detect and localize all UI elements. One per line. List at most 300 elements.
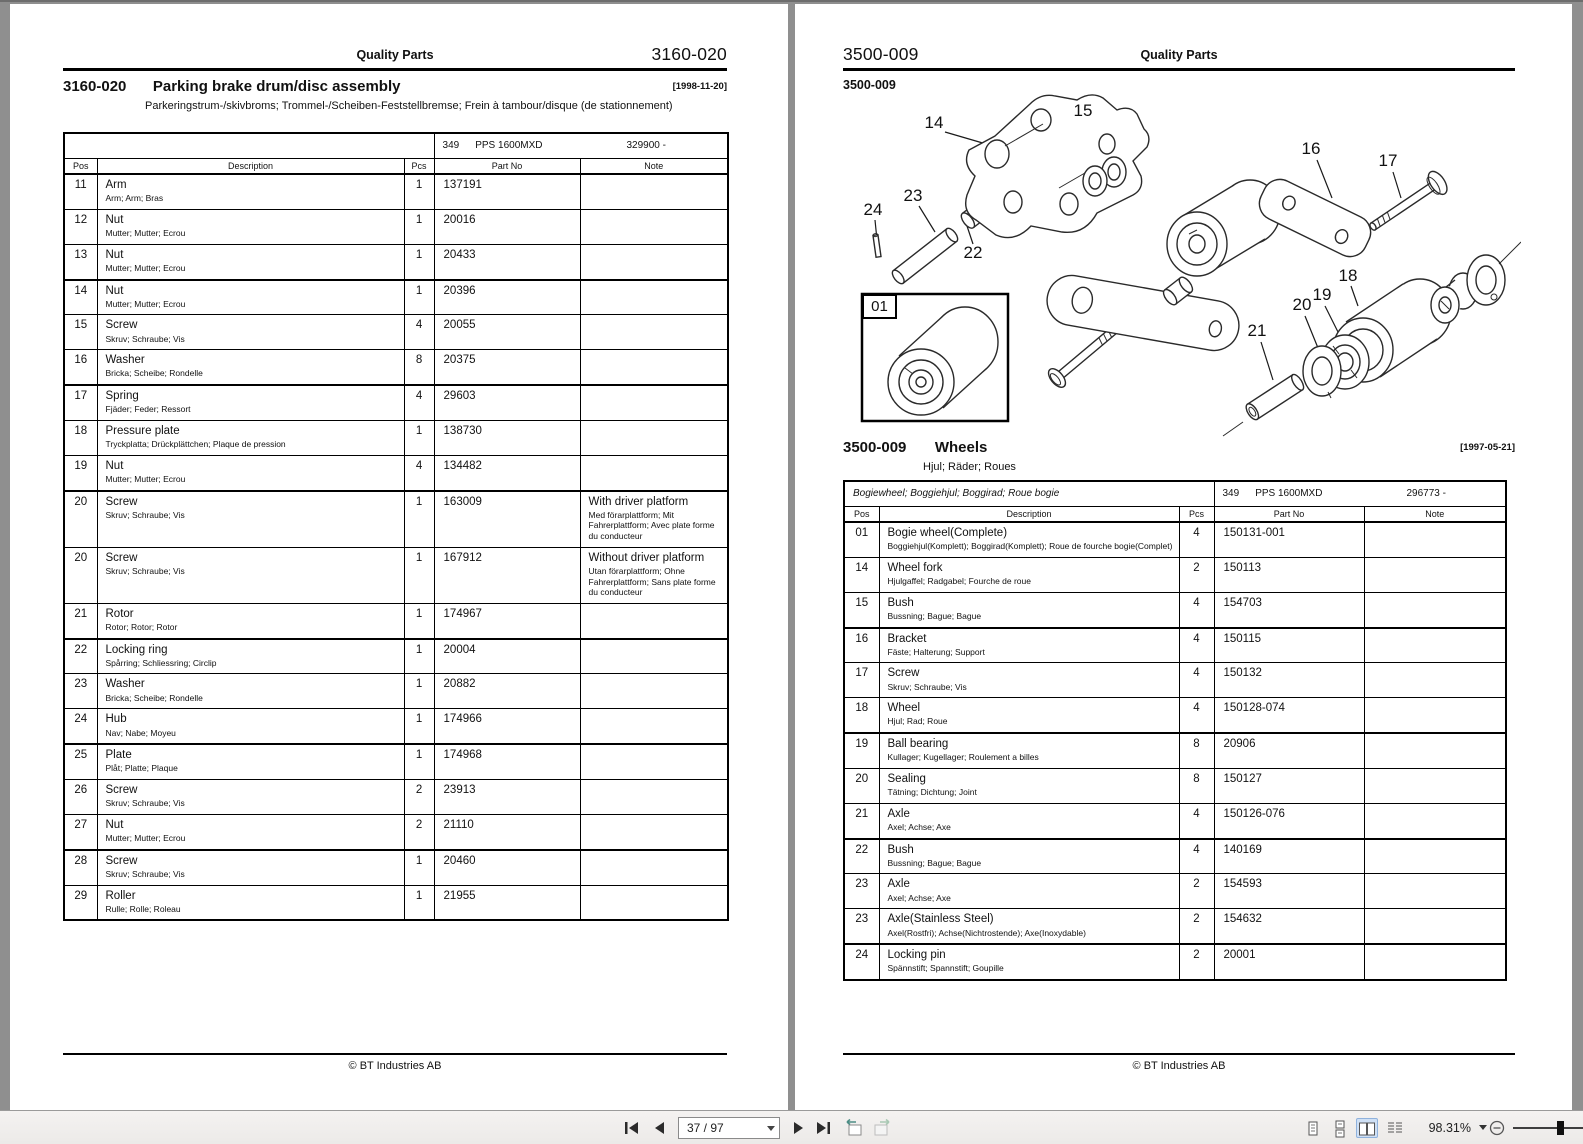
cell-partno: 20004 <box>434 639 580 674</box>
figure-code: 3500-009 <box>843 78 896 92</box>
cell-description <box>879 628 1179 663</box>
diagram-callout <box>1074 101 1093 121</box>
description-main: Ball bearing <box>887 738 949 751</box>
col-partno: Part No <box>434 158 580 174</box>
page-left <box>10 4 788 1112</box>
previous-page-icon <box>650 1118 670 1138</box>
cell-description <box>879 944 1179 980</box>
callout-number: 23 <box>903 186 923 205</box>
cell-partno: 137191 <box>434 174 580 209</box>
description-main: Screw <box>105 854 138 867</box>
cell-partno: 20001 <box>1214 944 1364 980</box>
description-main: Nut <box>105 213 124 226</box>
two-page-view-icon <box>1357 1119 1377 1139</box>
page-number-input[interactable] <box>678 1117 780 1139</box>
cell-pcs: 1 <box>404 639 434 674</box>
continuous-scroll-icon <box>1330 1119 1350 1139</box>
cell-note <box>580 885 728 920</box>
table-row <box>844 909 1506 944</box>
cell-note <box>1364 592 1506 627</box>
description-main: Wheel <box>887 702 921 715</box>
description-translations: Fäste; Halterung; Support <box>887 646 985 657</box>
model-row <box>844 481 1506 506</box>
cell-pos: 12 <box>64 209 97 244</box>
cell-note <box>1364 874 1506 909</box>
table-row <box>844 557 1506 592</box>
cell-pcs: 4 <box>1179 522 1214 557</box>
note-translations: Med förarplattform; Mit Fahrerplattform; Avec plate forme du conducteur <box>588 509 715 542</box>
callout-number: 15 <box>1073 101 1093 120</box>
description-main: Screw <box>887 667 920 680</box>
table-row <box>64 174 728 209</box>
description-translations: Mutter; Mutter; Ecrou <box>105 298 186 309</box>
cell-pcs: 4 <box>1179 803 1214 838</box>
description-translations: Skruv; Schraube; Vis <box>105 868 185 879</box>
cell-pos: 22 <box>64 639 97 674</box>
description-main: Nut <box>105 459 124 472</box>
callout-number: 22 <box>963 243 983 262</box>
cell-partno: 29603 <box>434 385 580 420</box>
table-row <box>844 839 1506 874</box>
col-partno: Part No <box>1214 506 1364 522</box>
cell-pos: 20 <box>844 768 879 803</box>
cell-description <box>879 522 1179 557</box>
table-row <box>64 315 728 350</box>
col-description: Description <box>879 506 1179 522</box>
table-row <box>844 698 1506 733</box>
cell-partno: 20460 <box>434 850 580 885</box>
table-row <box>64 244 728 279</box>
description-translations: Skruv; Schraube; Vis <box>105 333 185 344</box>
cell-partno: 20906 <box>1214 733 1364 768</box>
diagram-callout <box>1248 321 1267 341</box>
page-footer: © BT Industries AB <box>63 1053 727 1072</box>
cell-partno: 150131-001 <box>1214 522 1364 557</box>
cell-pos: 14 <box>844 557 879 592</box>
cell-note <box>580 674 728 709</box>
diagram-callout <box>1379 151 1398 171</box>
description-main: Wheel fork <box>887 561 943 574</box>
cell-note <box>1364 909 1506 944</box>
cell-note <box>1364 522 1506 557</box>
two-page-scroll-view-button[interactable] <box>1384 1118 1406 1138</box>
cell-note <box>1364 557 1506 592</box>
cell-pos: 24 <box>64 709 97 744</box>
cell-note <box>1364 944 1506 980</box>
cell-pcs: 1 <box>404 885 434 920</box>
last-page-icon <box>813 1118 833 1138</box>
serial-range: 296773 - <box>1406 488 1446 500</box>
table-row <box>844 663 1506 698</box>
model-name: PPS 1600MXD <box>475 140 543 152</box>
description-main: Sealing <box>887 772 926 785</box>
cell-pcs: 1 <box>404 709 434 744</box>
cell-description <box>97 603 404 638</box>
next-view-button[interactable] <box>872 1118 894 1138</box>
section-subtitle: Hjul; Räder; Roues <box>923 461 1016 473</box>
cell-pcs: 2 <box>404 814 434 849</box>
cell-pos: 28 <box>64 850 97 885</box>
cell-description <box>879 909 1179 944</box>
page-right <box>795 4 1572 1112</box>
cell-partno: 20055 <box>434 315 580 350</box>
cell-note <box>1364 733 1506 768</box>
cell-description <box>97 674 404 709</box>
cell-pcs: 2 <box>1179 557 1214 592</box>
table-row <box>64 603 728 638</box>
section-title-block <box>843 439 1515 475</box>
model-info <box>1214 481 1506 506</box>
cell-note <box>580 315 728 350</box>
parts-table-left <box>63 132 729 921</box>
table-row <box>64 885 728 920</box>
cell-pcs: 2 <box>1179 909 1214 944</box>
cell-pos: 20 <box>64 491 97 548</box>
cell-note <box>580 491 728 548</box>
cell-description <box>97 280 404 315</box>
cell-note <box>580 603 728 638</box>
table-row <box>64 385 728 420</box>
cell-pos: 19 <box>64 455 97 490</box>
cell-pcs: 4 <box>1179 592 1214 627</box>
diagram-callout <box>1339 266 1358 286</box>
cell-description <box>97 709 404 744</box>
cell-note <box>580 547 728 603</box>
table-row <box>844 592 1506 627</box>
model-variant <box>64 133 434 158</box>
model-variant: Bogiewheel; Boggiehjul; Boggirad; Roue bogie <box>844 481 1214 506</box>
cell-pcs: 1 <box>404 603 434 638</box>
description-translations: Bussning; Bague; Bague <box>887 857 982 868</box>
cell-pcs: 2 <box>404 780 434 815</box>
cell-pcs: 1 <box>404 244 434 279</box>
description-translations: Plåt; Platte; Plaque <box>105 763 178 774</box>
cell-note <box>580 780 728 815</box>
col-description: Description <box>97 158 404 174</box>
cell-partno: 140169 <box>1214 839 1364 874</box>
description-translations: Spårring; Schliessring; Circlip <box>105 657 217 668</box>
cell-partno: 23913 <box>434 780 580 815</box>
cell-description <box>97 491 404 548</box>
description-translations: Arm; Arm; Bras <box>105 193 164 204</box>
cell-description <box>97 455 404 490</box>
parts-table-right <box>843 480 1507 981</box>
diagram-callout <box>1302 139 1321 159</box>
description-main: Pressure plate <box>105 424 180 437</box>
description-translations: Axel; Achse; Axe <box>887 892 951 903</box>
cell-pos: 16 <box>64 350 97 385</box>
cell-partno: 150127 <box>1214 768 1364 803</box>
table-row <box>64 455 728 490</box>
col-note: Note <box>580 158 728 174</box>
page-dropdown-caret-icon[interactable] <box>767 1126 775 1131</box>
cell-description <box>97 420 404 455</box>
cell-pcs: 4 <box>404 385 434 420</box>
note-translations: Utan förarplattform; Ohne Fahrerplattform; Sans plate forme du conducteur <box>588 565 716 598</box>
cell-pcs: 1 <box>404 674 434 709</box>
page-header-title: Quality Parts <box>1140 48 1218 62</box>
description-main: Washer <box>105 354 145 367</box>
cell-pos: 26 <box>64 780 97 815</box>
description-translations: Skruv; Schraube; Vis <box>105 798 185 809</box>
description-translations: Hjul; Rad; Roue <box>887 716 948 727</box>
page-number-value: 37 / 97 <box>687 1121 724 1135</box>
zoom-slider-handle[interactable] <box>1557 1121 1564 1135</box>
col-pcs: Pcs <box>404 158 434 174</box>
note-main: Without driver platform <box>588 551 705 564</box>
description-main: Roller <box>105 889 136 902</box>
description-main: Bush <box>887 843 914 856</box>
cell-partno: 154703 <box>1214 592 1364 627</box>
two-page-view-button[interactable] <box>1356 1118 1378 1138</box>
table-row <box>64 350 728 385</box>
cell-description <box>97 385 404 420</box>
cell-partno: 154593 <box>1214 874 1364 909</box>
description-main: Plate <box>105 749 132 762</box>
single-page-view-button[interactable] <box>1302 1118 1324 1138</box>
description-translations: Mutter; Mutter; Ecrou <box>105 473 186 484</box>
cell-pos: 15 <box>844 592 879 627</box>
description-translations: Boggiehjul(Komplett); Boggirad(Komplett); Roue de fourche bogie(Complet) <box>887 541 1173 552</box>
description-translations: Skruv; Schraube; Vis <box>887 681 967 692</box>
cell-pcs: 1 <box>404 209 434 244</box>
description-translations: Skruv; Schraube; Vis <box>105 509 185 520</box>
col-pos: Pos <box>64 158 97 174</box>
cell-note <box>580 385 728 420</box>
previous-page-button[interactable] <box>650 1118 672 1138</box>
table-row <box>844 522 1506 557</box>
description-main: Locking pin <box>887 949 946 962</box>
cell-partno: 150132 <box>1214 663 1364 698</box>
cell-pos: 01 <box>844 522 879 557</box>
cell-partno: 150126-076 <box>1214 803 1364 838</box>
table-row <box>844 768 1506 803</box>
diagram-callout <box>964 243 983 263</box>
cell-pcs: 4 <box>404 455 434 490</box>
cell-pos: 23 <box>844 874 879 909</box>
cell-partno: 134482 <box>434 455 580 490</box>
callout-number: 21 <box>1247 321 1267 340</box>
page-header-title: Quality Parts <box>356 48 434 62</box>
diagram-callout <box>904 186 923 206</box>
description-main: Bush <box>887 596 914 609</box>
cell-description <box>879 663 1179 698</box>
cell-note <box>580 639 728 674</box>
cell-note <box>580 244 728 279</box>
table-row <box>64 280 728 315</box>
cell-pos: 19 <box>844 733 879 768</box>
cell-note <box>1364 628 1506 663</box>
table-row <box>844 874 1506 909</box>
description-translations: Mutter; Mutter; Ecrou <box>105 262 186 273</box>
section-code: 3500-009 <box>843 439 907 456</box>
table-row <box>64 209 728 244</box>
description-translations: Bricka; Scheibe; Rondelle <box>105 368 203 379</box>
cell-partno: 163009 <box>434 491 580 548</box>
description-translations: Rotor; Rotor; Rotor <box>105 622 178 632</box>
previous-view-icon <box>842 1118 864 1138</box>
next-view-icon <box>872 1118 894 1138</box>
cell-pos: 17 <box>844 663 879 698</box>
callout-number: 24 <box>863 200 883 219</box>
model-row <box>64 133 728 158</box>
col-pcs: Pcs <box>1179 506 1214 522</box>
cell-description <box>879 557 1179 592</box>
section-code: 3160-020 <box>63 78 127 95</box>
cell-note <box>580 209 728 244</box>
first-page-button[interactable] <box>622 1118 644 1138</box>
description-main: Screw <box>105 495 138 508</box>
zoom-out-button[interactable] <box>1489 1120 1505 1136</box>
cell-description <box>879 733 1179 768</box>
cell-description <box>97 639 404 674</box>
cell-pcs: 4 <box>1179 839 1214 874</box>
callout-number: 19 <box>1312 285 1332 304</box>
cell-pcs: 8 <box>1179 768 1214 803</box>
description-main: Hub <box>105 713 127 726</box>
diagram-drawing <box>845 84 1521 437</box>
cell-pos: 20 <box>64 547 97 603</box>
zoom-out-icon <box>1489 1120 1505 1136</box>
diagram-callout <box>1293 295 1312 315</box>
diagram-callout <box>1313 285 1332 305</box>
previous-view-button[interactable] <box>842 1118 864 1138</box>
description-translations: Nav; Nabe; Moyeu <box>105 727 176 738</box>
table-row <box>64 420 728 455</box>
cell-note <box>1364 839 1506 874</box>
section-title: Wheels <box>934 439 988 456</box>
last-page-button[interactable] <box>813 1118 835 1138</box>
model-number: 349 <box>442 140 460 152</box>
page-header-code: 3500-009 <box>843 44 919 64</box>
cell-pos: 16 <box>844 628 879 663</box>
cell-partno: 20433 <box>434 244 580 279</box>
description-main: Spring <box>105 390 139 403</box>
cell-pcs: 8 <box>1179 733 1214 768</box>
cell-partno: 20016 <box>434 209 580 244</box>
cell-description <box>879 839 1179 874</box>
cell-note <box>580 455 728 490</box>
cell-description <box>97 814 404 849</box>
model-name: PPS 1600MXD <box>1255 488 1323 500</box>
next-page-button[interactable] <box>788 1118 810 1138</box>
description-main: Axle <box>887 878 910 891</box>
description-main: Nut <box>105 818 124 831</box>
table-row <box>64 780 728 815</box>
table-row <box>64 814 728 849</box>
cell-note <box>580 744 728 779</box>
description-translations: Spännstift; Spannstift; Goupille <box>887 963 1004 974</box>
cell-note <box>580 709 728 744</box>
callout-number: 18 <box>1338 266 1358 285</box>
cell-pos: 18 <box>64 420 97 455</box>
cell-note <box>580 814 728 849</box>
cell-pcs: 4 <box>1179 698 1214 733</box>
table-row <box>844 628 1506 663</box>
cell-partno: 150115 <box>1214 628 1364 663</box>
page-header-code: 3160-020 <box>651 44 727 64</box>
cell-pos: 22 <box>844 839 879 874</box>
table-row <box>844 944 1506 980</box>
col-pos: Pos <box>844 506 879 522</box>
table-row <box>64 547 728 603</box>
zoom-dropdown-caret-icon[interactable] <box>1479 1125 1487 1130</box>
cell-description <box>97 244 404 279</box>
cell-description <box>879 874 1179 909</box>
callout-number: 17 <box>1378 151 1398 170</box>
note-main: With driver platform <box>588 495 689 508</box>
col-note: Note <box>1364 506 1506 522</box>
description-translations: Kullager; Kugellager; Roulement a billes <box>887 752 1039 763</box>
cell-pos: 17 <box>64 385 97 420</box>
cell-description <box>879 768 1179 803</box>
cell-pcs: 2 <box>1179 944 1214 980</box>
inset-ref-label: 01 <box>862 294 897 319</box>
cell-partno: 150113 <box>1214 557 1364 592</box>
section-subtitle: Parkeringstrum-/skivbroms; Trommel-/Scheiben-Feststellbremse; Frein à tambour/disque (de stationnement) <box>145 100 673 112</box>
column-header-row <box>844 506 1506 522</box>
cell-pcs: 1 <box>404 420 434 455</box>
cell-pos: 18 <box>844 698 879 733</box>
cell-note <box>580 420 728 455</box>
cell-partno: 167912 <box>434 547 580 603</box>
description-translations: Skruv; Schraube; Vis <box>105 565 185 576</box>
cell-partno: 138730 <box>434 420 580 455</box>
description-main: Bogie wheel(Complete) <box>887 527 1008 539</box>
cell-partno: 20375 <box>434 350 580 385</box>
callout-number: 16 <box>1301 139 1321 158</box>
next-page-icon <box>788 1118 808 1138</box>
description-main: Screw <box>105 319 138 332</box>
cell-description <box>879 592 1179 627</box>
cell-pos: 14 <box>64 280 97 315</box>
header-rule <box>63 68 727 71</box>
zoom-slider-track[interactable] <box>1513 1127 1583 1129</box>
continuous-scroll-view-button[interactable] <box>1329 1118 1351 1138</box>
model-number: 349 <box>1222 488 1240 500</box>
diagram-callout <box>864 200 883 220</box>
cell-pos: 23 <box>844 909 879 944</box>
cell-description <box>97 780 404 815</box>
single-page-icon <box>1303 1119 1323 1139</box>
cell-pos: 29 <box>64 885 97 920</box>
cell-pos: 11 <box>64 174 97 209</box>
serial-range: 329900 - <box>626 140 666 152</box>
description-translations: Bricka; Scheibe; Rondelle <box>105 692 203 703</box>
description-main: Screw <box>105 784 138 796</box>
cell-partno: 174966 <box>434 709 580 744</box>
description-main: Bracket <box>887 632 927 645</box>
cell-partno: 21110 <box>434 814 580 849</box>
description-translations: Axel(Rostfri); Achse(Nichtrostende); Axe(Inoxydable) <box>887 927 1086 938</box>
table-row <box>64 674 728 709</box>
column-header-row <box>64 158 728 174</box>
two-page-scroll-icon <box>1385 1119 1405 1139</box>
description-translations: Rulle; Rolle; Roleau <box>105 903 181 914</box>
cell-pcs: 8 <box>404 350 434 385</box>
callout-number: 20 <box>1292 295 1312 314</box>
description-main: Axle <box>887 807 910 820</box>
section-date: [1997-05-21] <box>1460 442 1515 453</box>
cell-pcs: 1 <box>404 744 434 779</box>
cell-pcs: 4 <box>1179 628 1214 663</box>
cell-pcs: 1 <box>404 491 434 548</box>
description-translations: Hjulgaffel; Radgabel; Fourche de roue <box>887 576 1031 587</box>
cell-partno: 154632 <box>1214 909 1364 944</box>
cell-pos: 21 <box>64 603 97 638</box>
cell-partno: 20882 <box>434 674 580 709</box>
cell-description <box>879 803 1179 838</box>
